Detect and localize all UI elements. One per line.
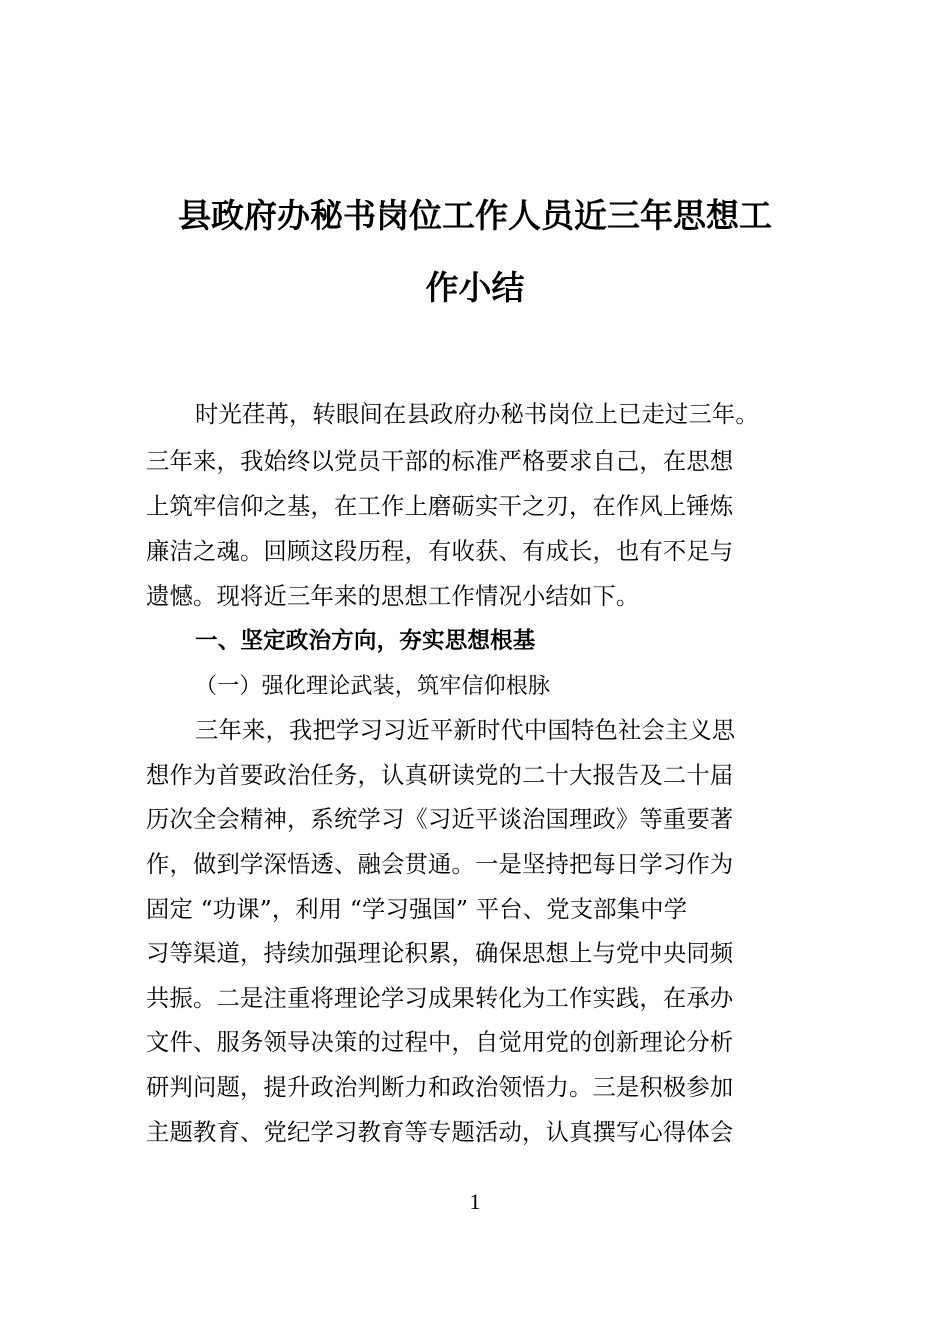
section-heading: 一、坚定政治方向，夯实思想根基 bbox=[195, 628, 536, 654]
paragraph-line: 主题教育、党纪学习教育等专题活动，认真撰写心得体会 bbox=[146, 1119, 734, 1146]
paragraph-line: 廉洁之魂。回顾这段历程，有收获、有成长，也有不足与 bbox=[146, 538, 734, 565]
paragraph-line: 共振。二是注重将理论学习成果转化为工作实践，在承办 bbox=[146, 985, 734, 1012]
paragraph-line: 文件、服务领导决策的过程中，自觉用党的创新理论分析 bbox=[146, 1029, 734, 1056]
paragraph-line: 历次全会精神，系统学习《习近平谈治国理政》等重要著 bbox=[146, 806, 734, 833]
title-line: 县政府办秘书岗位工作人员近三年思想工 bbox=[178, 196, 772, 235]
paragraph-line: 想作为首要政治任务，认真研读党的二十大报告及二十届 bbox=[146, 762, 734, 789]
paragraph-line: 时光荏苒，转眼间在县政府办秘书岗位上已走过三年。 bbox=[195, 401, 759, 428]
paragraph-line: 上筑牢信仰之基，在工作上磨砺实干之刃，在作风上锤炼 bbox=[146, 493, 734, 520]
paragraph-line: 三年来，我把学习习近平新时代中国特色社会主义思 bbox=[195, 717, 736, 744]
paragraph-line: 固定 “功课”，利用 “学习强国” 平台、党支部集中学 bbox=[146, 896, 688, 923]
paragraph-line: 研判问题，提升政治判断力和政治领悟力。三是积极参加 bbox=[146, 1074, 734, 1101]
page-number: 1 bbox=[469, 1189, 481, 1214]
subsection-heading: （一）强化理论武装，筑牢信仰根脉 bbox=[195, 674, 551, 699]
paragraph-line: 遗憾。现将近三年来的思想工作情况小结如下。 bbox=[146, 583, 640, 610]
title-line: 作小结 bbox=[425, 268, 525, 307]
paragraph-line: 习等渠道，持续加强理论积累，确保思想上与党中央同频 bbox=[146, 940, 734, 967]
paragraph-line: 作，做到学深悟透、融会贯通。一是坚持把每日学习作为 bbox=[146, 851, 734, 878]
paragraph-line: 三年来，我始终以党员干部的标准严格要求自己，在思想 bbox=[146, 448, 734, 475]
